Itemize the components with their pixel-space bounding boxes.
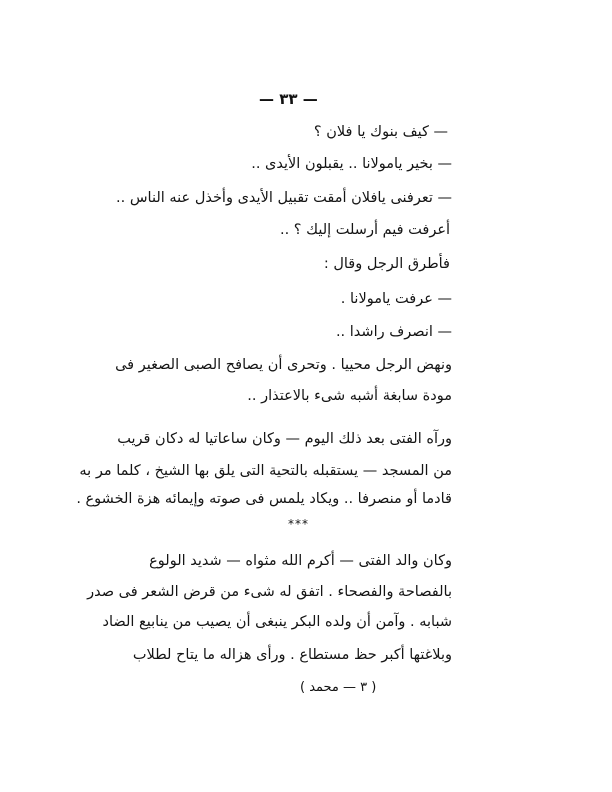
text-line: — كيف بنوك يا فلان ؟: [313, 124, 448, 140]
text-line: فأطرق الرجل وقال :: [323, 256, 450, 272]
page-number: — ٣٣ —: [259, 90, 318, 108]
text-line: شبابه . وآمن أن ولده البكر ينبغى أن يصيب من ينابيع الضاد: [102, 614, 452, 630]
text-line: قادما أو منصرفا .. ويكاد يلمس فى صوته وإيمائه هزة الخشوع .: [76, 491, 452, 507]
text-line: مودة سابغة أشبه شىء بالاعتذار ..: [247, 388, 452, 404]
text-line: ورآه الفتى بعد ذلك اليوم — وكان ساعاتيا له دكان قريب: [117, 431, 452, 447]
section-separator: ***: [288, 517, 309, 531]
text-line: — عرفت يامولانا .: [340, 291, 452, 307]
text-line: بالفصاحة والفصحاء . اتفق له شىء من قرض الشعر فى صدر: [87, 584, 452, 600]
text-line: — تعرفنى يافلان أمقت تقبيل الأيدى وأخذل عنه الناس ..: [116, 190, 452, 206]
text-line: ونهض الرجل محييا . وتحرى أن يصافح الصبى الصغير فى: [115, 357, 452, 373]
text-line: أعرفت فيم أرسلت إليك ؟ ..: [279, 222, 450, 238]
text-line: وبلاغتها أكبر حظ مستطاع . ورأى هزاله ما يتاح لطلاب: [132, 647, 452, 663]
text-line: من المسجد — يستقبله بالتحية التى يلق بها الشيخ ، كلما مر به: [79, 463, 452, 479]
text-line: وكان والد الفتى — أكرم الله مثواه — شديد الولوع: [149, 553, 452, 569]
signature-mark: ( ٣ — محمد ): [300, 680, 377, 695]
text-line: — بخير يامولانا .. يقبلون الأيدى ..: [251, 156, 452, 172]
text-line: — انصرف راشدا ..: [335, 324, 452, 340]
